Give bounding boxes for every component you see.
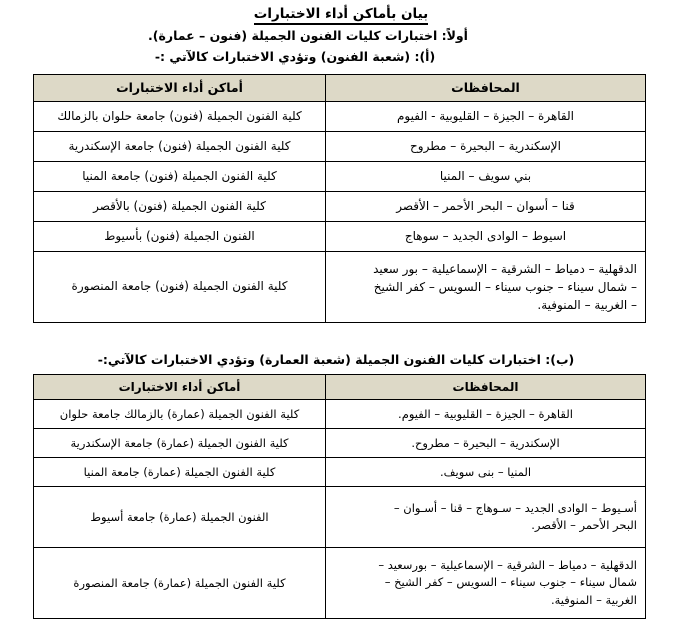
table-row [34, 400, 646, 429]
cell-governorates: الإسكندرية – البحيرة – مطروح [326, 132, 646, 162]
cell-exam-place: كلية الفنون الجميلة (عمارة) جامعة المنيا [34, 458, 326, 487]
cell-exam-place: كلية الفنون الجميلة (فنون) جامعة المنصورة [34, 252, 326, 323]
page-title-text: بيان بأماكن أداء الاختبارات [254, 6, 428, 25]
cell-governorates: قنا – أسوان – البحر الأحمر – الأقصر [326, 192, 646, 222]
cell-governorates: الإسكندرية – البحيرة – مطروح. [326, 429, 646, 458]
column-header-exam-places: أماكن أداء الاختبارات [34, 75, 326, 102]
exam-locations-table-architecture [33, 374, 646, 619]
table-row [34, 375, 646, 400]
table-row [34, 75, 646, 102]
table-one-body [34, 102, 646, 323]
table-two-body [34, 400, 646, 619]
intro-line-section-a: (أ): (شعبة الفنون) وتؤدي الاختبارات كالآتي :- [154, 49, 436, 64]
cell-exam-place: كلية الفنون الجميلة (فنون) جامعة حلوان بالزمالك [34, 102, 326, 132]
cell-governorates [326, 487, 646, 548]
column-header-governorates: المحافظات [326, 375, 646, 400]
cell-line: البحر الأحمر – الأقصر. [531, 518, 637, 532]
table-row [34, 162, 646, 192]
cell-line: شمال سيناء – جنوب سيناء – السويس – كفر الشيخ – [384, 575, 637, 590]
cell-governorates: القاهرة – الجيزة – القليوبية - الفيوم [326, 102, 646, 132]
intro-line-first: أولاً: اختبارات كليات الفنون الجميلة (فنون – عمارة). [148, 28, 468, 43]
table-one-header [34, 75, 646, 102]
cell-exam-place: كلية الفنون الجميلة (عمارة) جامعة الإسكندرية [34, 429, 326, 458]
cell-exam-place: الفنون الجميلة (عمارة) جامعة أسيوط [34, 487, 326, 548]
column-header-exam-places: أماكن أداء الاختبارات [34, 375, 326, 400]
table-row [34, 102, 646, 132]
cell-line: الدقهلية – دمياط – الشرقية – الإسماعيلية – بور سعيد [373, 262, 637, 276]
table-row [34, 192, 646, 222]
table-row [34, 458, 646, 487]
cell-line: أسـيوط – الوادى الجديد – سـوهاج – قنا – أسـوان – [393, 500, 637, 515]
cell-governorates: اسيوط – الوادى الجديد – سوهاج [326, 222, 646, 252]
intro-line-section-b: (ب): اختبارات كليات الفنون الجميلة (شعبة العمارة) وتؤدي الاختبارات كالآتي:- [97, 352, 575, 367]
table-row [34, 548, 646, 619]
cell-exam-place: كلية الفنون الجميلة (فنون) جامعة الإسكندرية [34, 132, 326, 162]
table-two-header [34, 375, 646, 400]
cell-governorates: المنيا – بنى سويف. [326, 458, 646, 487]
exam-locations-table-arts [33, 74, 646, 323]
cell-line: الغربية – المنوفية. [550, 592, 637, 607]
cell-exam-place: كلية الفنون الجميلة (عمارة) جامعة المنصورة [34, 548, 326, 619]
cell-line: الدقهلية – دمياط – الشرقية – الإسماعيلية – بورسعيد – [378, 558, 637, 573]
table-row [34, 132, 646, 162]
cell-exam-place: كلية الفنون الجميلة (فنون) جامعة المنيا [34, 162, 326, 192]
table-row [34, 222, 646, 252]
cell-governorates [326, 548, 646, 619]
cell-line: – الغربية – المنوفية. [537, 298, 637, 312]
page-title [0, 6, 682, 22]
cell-exam-place: كلية الفنون الجميلة (عمارة) بالزمالك جامعة حلوان [34, 400, 326, 429]
cell-governorates: القاهرة – الجيزة – القليوبية – الفيوم. [326, 400, 646, 429]
cell-exam-place: الفنون الجميلة (فنون) بأسيوط [34, 222, 326, 252]
cell-line: – شمال سيناء – جنوب سيناء – السويس – كفر الشيخ [373, 280, 637, 294]
table-row [34, 252, 646, 323]
table-row [34, 429, 646, 458]
cell-exam-place: كلية الفنون الجميلة (فنون) بالأقصر [34, 192, 326, 222]
cell-governorates [326, 252, 646, 323]
cell-governorates: بني سويف – المنيا [326, 162, 646, 192]
table-row [34, 487, 646, 548]
column-header-governorates: المحافظات [326, 75, 646, 102]
